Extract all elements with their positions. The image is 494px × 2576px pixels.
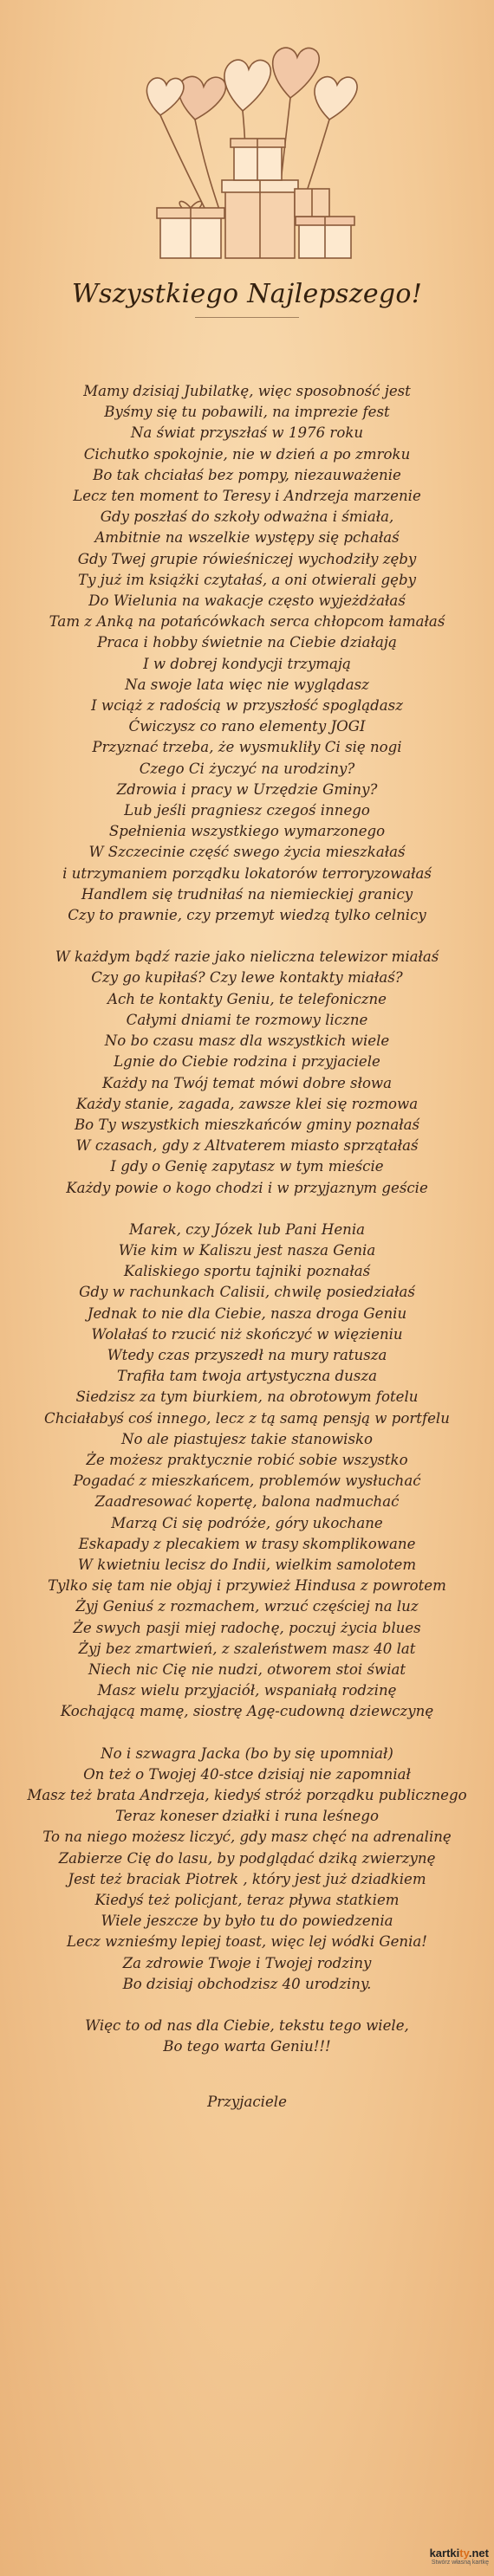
poem-line: Jednak to nie dla Ciebie, nasza droga Geniu <box>87 1304 407 1322</box>
poem-line: Za zdrowie Twoje i Twojej rodziny <box>122 1954 372 1971</box>
poem-line: Bo tak chciałaś bez pompy, niezauważenie <box>93 466 401 483</box>
poem-line: Zabierze Cię do lasu, by podglądać dziką zwierzynę <box>58 1849 436 1867</box>
poem-stanza <box>26 2016 468 2057</box>
poem-line: No bo czasu masz dla wszystkich wiele <box>104 1032 390 1050</box>
poem-line: Trafiła tam twoja artystyczna dusza <box>116 1368 378 1385</box>
poem-line: Żyj Geniuś z rozmachem, wrzuć częściej na luz <box>75 1598 419 1615</box>
poem-line: Żyj bez zmartwień, z szaleństwem masz 40 lat <box>78 1640 416 1657</box>
poem-line: I w dobrej kondycji trzymają <box>143 655 351 672</box>
poem-line: Handlem się trudniłaś na niemieckiej granicy <box>81 885 413 903</box>
poem-line: Każdy na Twój temat mówi dobre słowa <box>101 1074 393 1091</box>
poem-line: Więc to od nas dla Ciebie, tekstu tego wiele, <box>85 2017 409 2035</box>
poem-line: Byśmy się tu pobawili, na imprezie fest <box>104 404 390 421</box>
poem-line: Czego Ci życzyć na urodziny? <box>139 760 355 777</box>
poem-line: Jest też braciak Piotrek , który jest już dziadkiem <box>68 1870 426 1887</box>
signature: Przyjaciele <box>207 2094 287 2111</box>
poem-line: i utrzymaniem porządku lokatorów terroryzowałaś <box>62 864 432 882</box>
poem-line: Na świat przyszłaś w 1976 roku <box>130 424 364 442</box>
poem-line: Gdy w rachunkach Calisii, chwilę posiedziałaś <box>79 1284 415 1301</box>
poem-line: Ambitnie na wszelkie występy się pchałaś <box>94 529 400 547</box>
poem-line: Eskapady z plecakiem w trasy skomplikowane <box>78 1535 416 1552</box>
poem-line: Cichutko spokojnie, nie w dzień a po zmroku <box>83 445 411 463</box>
poem-line: Że możesz praktycznie robić sobie wszystko <box>86 1451 408 1468</box>
poem-line: Wie kim w Kaliszu jest nasza Genia <box>118 1241 376 1259</box>
poem-line: Gdy poszłaś do szkoły odważna i śmiała, <box>100 508 394 526</box>
poem-line: No i szwagra Jacka (bo by się upomniał) <box>101 1744 393 1762</box>
logo-brand-tld: .net <box>468 2547 489 2560</box>
poem-line: Marek, czy Józek lub Pani Henia <box>128 1220 366 1238</box>
poem-line: Lub jeśli pragniesz czegoś innego <box>124 802 370 819</box>
poem-line: Wolałaś to rzucić niż skończyć w więzieniu <box>91 1325 403 1343</box>
title-divider <box>195 317 299 318</box>
poem-line: Praca i hobby świetnie na Ciebie działają <box>97 634 397 651</box>
poem-line: Marzą Ci się podróże, góry ukochane <box>111 1514 383 1531</box>
poem-line: Że swych pasji miej radochę, poczuj życia blues <box>73 1619 421 1636</box>
poem-line: Zdrowia i pracy w Urzędzie Gminy? <box>116 780 378 798</box>
poem-line: Wiele jeszcze by było tu do powiedzenia <box>101 1913 393 1930</box>
poem-line: Masz też brata Andrzeja, kiedyś stróż porządku publicznego <box>27 1787 467 1803</box>
poem-stanza <box>26 947 468 1198</box>
poem-line: W kwietniu lecisz do Indii, wielkim samolotem <box>77 1556 417 1573</box>
poem-line: Wtedy czas przyszedł na mury ratusza <box>107 1346 387 1363</box>
poem-line: Kiedyś też policjant, teraz pływa statkiem <box>94 1892 400 1909</box>
poem-stanza <box>26 1220 468 1723</box>
logo-brand-main: kartki <box>429 2547 460 2560</box>
poem-line: Całymi dniami te rozmowy liczne <box>126 1011 368 1028</box>
poem-line: Przyznać trzeba, że wysmukliły Ci się nogi <box>92 739 402 756</box>
poem-line: Zaadresować kopertę, balona nadmuchać <box>94 1493 400 1511</box>
poem-line: Tylko się tam nie objaj i przywież Hindusa z powrotem <box>48 1577 446 1595</box>
poem-line: Bo Ty wszystkich mieszkańców gminy poznałaś <box>74 1116 420 1133</box>
logo-tagline: Stwórz własną kartkę <box>431 2560 489 2566</box>
poem-line: Tam z Anką na potańcówkach serca chłopcom łamałaś <box>49 613 445 631</box>
poem-stanza <box>26 1744 468 1995</box>
logo-brand-accent: ty <box>459 2547 469 2560</box>
poem-line: Lecz ten moment to Teresy i Andrzeja marzenie <box>73 488 421 505</box>
poem-line: Siedzisz za tym biurkiem, na obrotowym fotelu <box>75 1388 419 1406</box>
poem-line: Spełnienia wszystkiego wymarzonego <box>108 823 386 840</box>
poem-line: To na niego możesz liczyć, gdy masz chęć na adrenalinę <box>42 1828 452 1846</box>
poem-line: Teraz koneser działki i runa leśnego <box>115 1808 379 1825</box>
poem-line: Ćwiczysz co rano elementy JOGI <box>128 718 366 735</box>
poem-line: Niech nic Cię nie nudzi, otworem stoi świat <box>88 1660 406 1678</box>
poem-line: W Szczecinie część swego życia mieszkałaś <box>88 844 406 861</box>
gifts-balloons-illustration <box>100 16 394 267</box>
poem-line: Gdy Twej grupie rówieśniczej wychodziły zęby <box>77 550 417 567</box>
poem-line: Ty już im książki czytałaś, a oni otwierali gęby <box>78 571 416 588</box>
poem-line: Każdy powie o kogo chodzi i w przyjaznym geście <box>66 1179 428 1196</box>
poem <box>26 381 468 2113</box>
poem-line: Ach te kontakty Geniu, te telefoniczne <box>107 990 387 1007</box>
poem-line: No ale piastujesz takie stanowisko <box>120 1430 374 1447</box>
poem-line: On też o Twojej 40-stce dzisiaj nie zapomniał <box>83 1765 411 1783</box>
poem-stanza <box>26 381 468 926</box>
poem-line: Bo tego warta Geniu!!! <box>163 2038 331 2055</box>
poem-line: Każdy stanie, zagada, zawsze klei się rozmowa <box>75 1095 419 1112</box>
poem-line: Chciałabyś coś innego, lecz z tą samą pensją w portfelu <box>44 1409 450 1427</box>
poem-line: Do Wielunia na wakacje często wyjeżdżałaś <box>88 592 406 610</box>
poem-line: I wciąż z radością w przyszłość spoglądasz <box>91 697 403 715</box>
poem-line: Na swoje lata więc nie wyglądasz <box>125 676 369 693</box>
poem-line: Lgnie do Ciebie rodzina i przyjaciele <box>114 1053 380 1071</box>
poem-line: I gdy o Genię zapytasz w tym mieście <box>110 1158 384 1175</box>
poem-line: Czy go kupiłaś? Czy lewe kontakty miałaś? <box>91 969 403 987</box>
poem-line: Bo dzisiaj obchodzisz 40 urodziny. <box>122 1975 372 1992</box>
poem-line: Czy to prawnie, czy przemyt wiedzą tylko celnicy <box>68 907 426 924</box>
poem-line: W czasach, gdy z Altvaterem miasto sprzątałaś <box>75 1137 419 1155</box>
poem-line: Kochającą mamę, siostrę Agę-cudowną dziewczynę <box>60 1703 434 1720</box>
card-title: Wszystkiego Najlepszego! <box>71 279 423 309</box>
poem-line: Masz wielu przyjaciół, wspaniałą rodzinę <box>97 1682 397 1699</box>
poem-line: Pogadać z mieszkańcem, problemów wysłuchać <box>73 1472 421 1490</box>
poem-line: Kaliskiego sportu tajniki poznałaś <box>123 1263 371 1280</box>
poem-line: W każdym bądź razie jako nieliczna telewizor miałaś <box>55 948 439 966</box>
poem-line: Lecz wznieśmy lepiej toast, więc lej wódki Genia! <box>67 1933 427 1951</box>
poem-line: Mamy dzisiaj Jubilatkę, więc sposobność jest <box>83 383 411 399</box>
kartki-logo[interactable] <box>385 2547 489 2571</box>
